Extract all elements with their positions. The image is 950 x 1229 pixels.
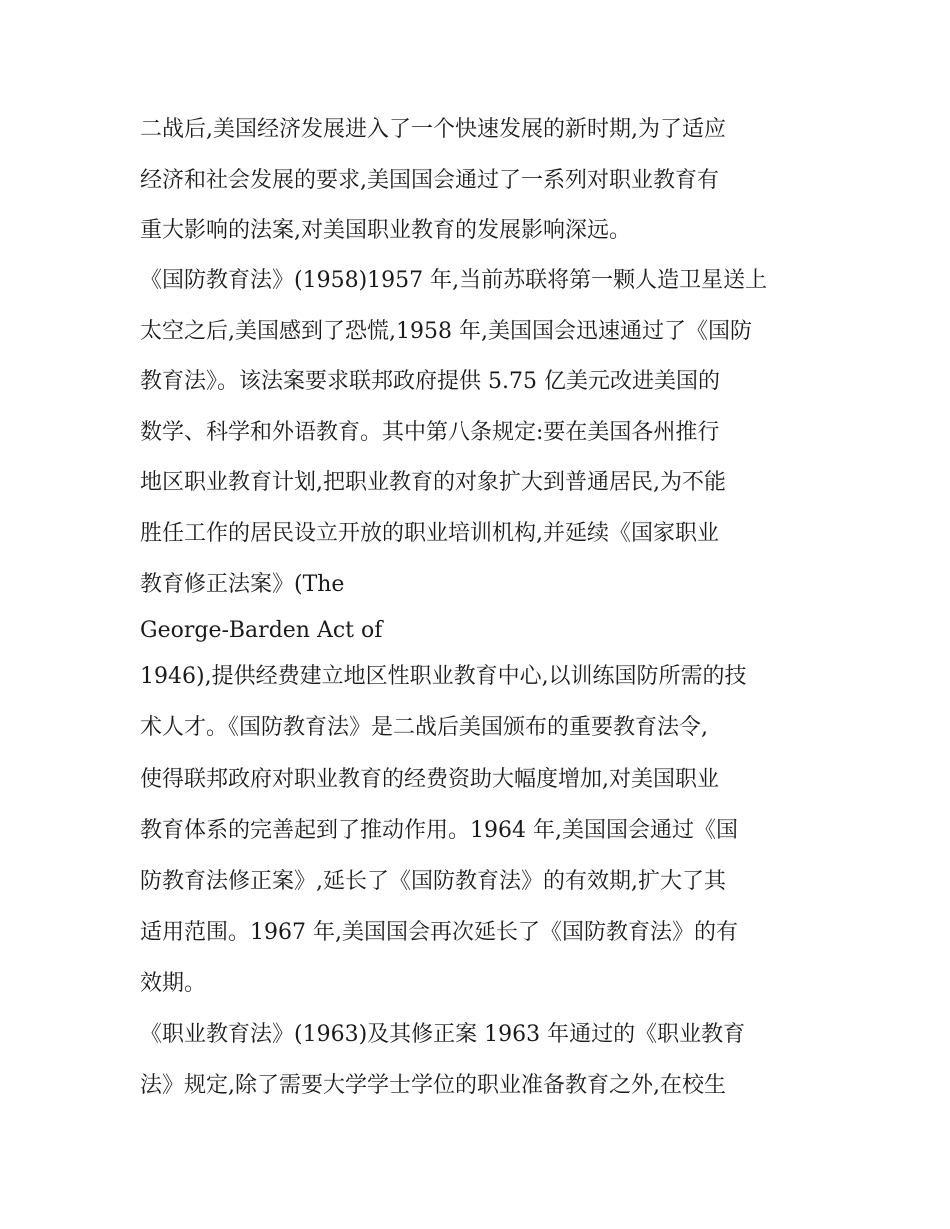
text-line: 教育修正法案》(The — [140, 572, 345, 597]
text-line: 胜任工作的居民设立开放的职业培训机构,并延续《国家职业 — [140, 521, 719, 546]
text-line: 数学、科学和外语教育。其中第八条规定:要在美国各州推行 — [140, 420, 720, 445]
text-line: 重大影响的法案,对美国职业教育的发展影响深远。 — [140, 218, 631, 243]
text-line: 法》规定,除了需要大学学士学位的职业准备教育之外,在校生 — [140, 1073, 726, 1098]
text-line: 《职业教育法》(1963)及其修正案 1963 年通过的《职业教育 — [140, 1022, 746, 1047]
text-line: 术人才。《国防教育法》是二战后美国颁布的重要教育法令, — [140, 715, 708, 740]
text-line: 使得联邦政府对职业教育的经费资助大幅度增加,对美国职业 — [140, 767, 719, 792]
text-line: 地区职业教育计划,把职业教育的对象扩大到普通居民,为不能 — [140, 470, 726, 495]
text-line: 教育法》。该法案要求联邦政府提供 5.75 亿美元改进美国的 — [140, 369, 720, 394]
text-line: 防教育法修正案》,延长了《国防教育法》的有效期,扩大了其 — [140, 869, 726, 894]
text-line: 效期。 — [140, 971, 207, 996]
text-line: 太空之后,美国感到了恐慌,1958 年,美国国会迅速通过了《国防 — [140, 319, 752, 344]
text-line: 1946),提供经费建立地区性职业教育中心,以训练国防所需的技 — [140, 664, 747, 689]
text-line: 教育体系的完善起到了推动作用。1964 年,美国国会通过《国 — [140, 818, 738, 843]
text-line: 二战后,美国经济发展进入了一个快速发展的新时期,为了适应 — [140, 117, 726, 142]
text-line: 经济和社会发展的要求,美国国会通过了一系列对职业教育有 — [140, 168, 719, 193]
text-line: George-Barden Act of — [140, 618, 383, 643]
text-line: 适用范围。1967 年,美国国会再次延长了《国防教育法》的有 — [140, 920, 738, 945]
text-line: 《国防教育法》(1958)1957 年,当前苏联将第一颗人造卫星送上 — [140, 268, 768, 293]
